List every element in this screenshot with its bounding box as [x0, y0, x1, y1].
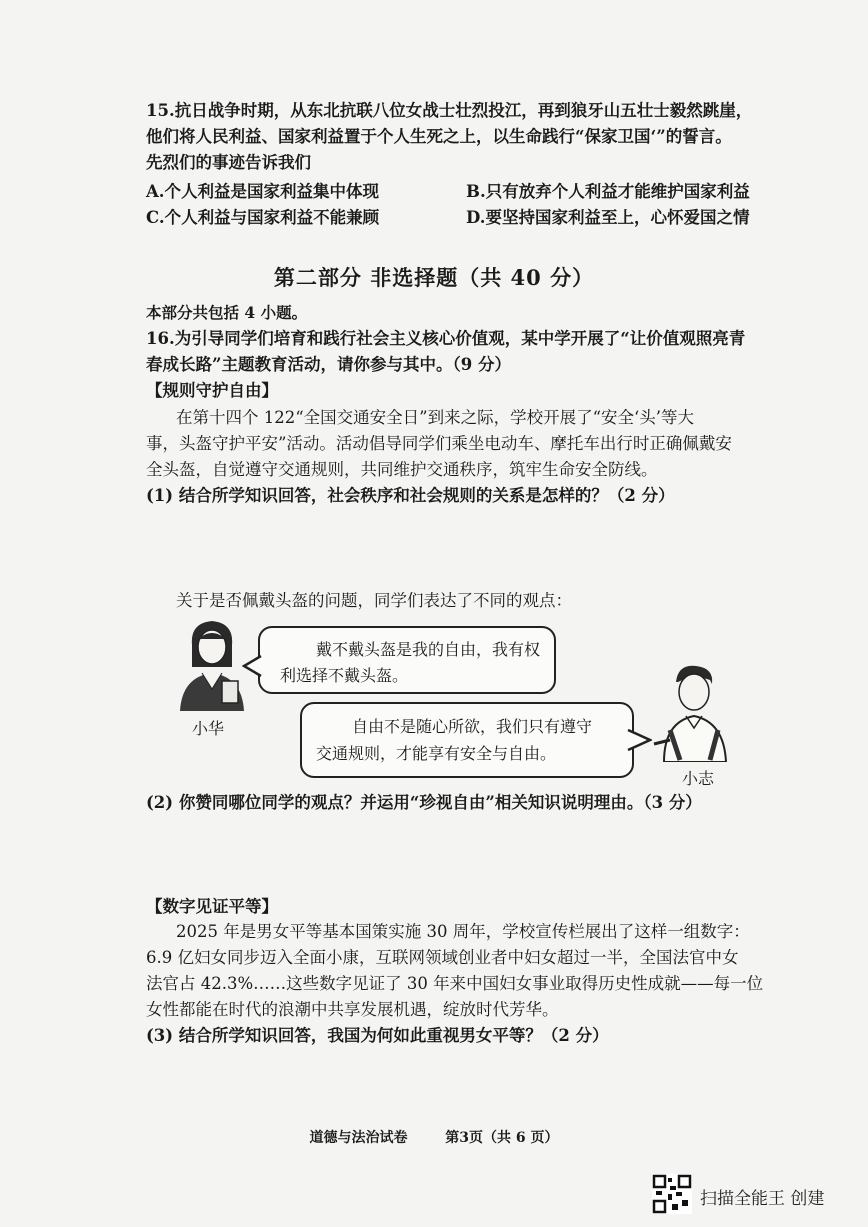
q15-option-c: C.个人利益与国家利益不能兼顾 [146, 208, 380, 227]
xiaozhi-bubble-tail [626, 728, 652, 752]
footer-page-number: 第3页（共 6 页） [445, 1130, 559, 1146]
q16-para2-line3: 法官占 42.3%……这些数字见证了 30 年来中国妇女事业取得历史性成就——每一位 [146, 974, 764, 993]
xiaohua-speech-line2: 利选择不戴头盔。 [280, 666, 409, 685]
q15-option-d: D.要坚持国家利益至上，心怀爱国之情 [466, 208, 750, 227]
xiaohua-name: 小华 [192, 719, 225, 738]
q15-line1: 15.抗日战争时期，从东北抗联八位女战士壮烈投江，再到狼牙山五壮士毅然跳崖， [146, 101, 753, 120]
xiaohua-illustration [172, 615, 252, 711]
q16-sub2: (2) 你赞同哪位同学的观点？并运用“珍视自由”相关知识说明理由。（3 分） [146, 793, 702, 812]
xiaozhi-illustration [650, 660, 736, 762]
q16-para1-line2: 事，头盔守护平安”活动。活动倡导同学们乘坐电动车、摩托车出行时正确佩戴安 [146, 434, 732, 453]
q16-para2-line2: 6.9 亿妇女同步迈入全面小康，互联网领域创业者中妇女超过一半，全国法官中女 [146, 948, 739, 967]
xiaozhi-speech-line1: 自由不是随心所欲，我们只有遵守 [352, 717, 593, 736]
xiaozhi-name: 小志 [682, 769, 715, 788]
scanner-watermark: 扫描全能王 创建 [700, 1189, 825, 1209]
qr-code-icon [652, 1174, 692, 1214]
q16-line2: 春成长路”主题教育活动，请你参与其中。（9 分） [146, 355, 511, 374]
dialogue-intro: 关于是否佩戴头盔的问题，同学们表达了不同的观点： [176, 591, 572, 610]
q15-option-a: A.个人利益是国家利益集中体现 [146, 182, 380, 201]
part2-title: 第二部分 非选择题（共 40 分） [273, 265, 595, 290]
q16-para1-line1: 在第十四个 122“全国交通安全日”到来之际，学校开展了“安全‘头’等大 [176, 408, 695, 427]
q16-section-equality: 【数字见证平等】 [146, 897, 278, 916]
q16-sub1: (1) 结合所学知识回答，社会秩序和社会规则的关系是怎样的？（2 分） [146, 486, 675, 505]
q16-line1: 16.为引导同学们培育和践行社会主义核心价值观，某中学开展了“让价值观照亮青 [146, 329, 746, 348]
xiaozhi-speech-line2: 交通规则，才能享有安全与自由。 [316, 744, 557, 763]
footer-subject: 道德与法治试卷 [309, 1130, 408, 1146]
q16-section-rules: 【规则守护自由】 [146, 381, 278, 400]
q15-line3: 先烈们的事迹告诉我们 [146, 153, 311, 172]
xiaohua-bubble-tail [242, 654, 262, 678]
q15-line2: 他们将人民利益、国家利益置于个人生死之上，以生命践行“保家卫国‘”的誓言。 [146, 127, 732, 146]
page-footer [0, 1127, 868, 1147]
q16-para2-line1: 2025 年是男女平等基本国策实施 30 周年，学校宣传栏展出了这样一组数字： [176, 922, 750, 941]
q16-sub3: (3) 结合所学知识回答，我国为何如此重视男女平等？（2 分） [146, 1026, 609, 1045]
q16-para2-line4: 女性都能在时代的浪潮中共享发展机遇，绽放时代芳华。 [146, 1000, 559, 1019]
q15-option-b: B.只有放弃个人利益才能维护国家利益 [466, 182, 750, 201]
xiaohua-speech-line1: 戴不戴头盔是我的自由，我有权 [316, 640, 541, 659]
q16-para1-line3: 全头盔，自觉遵守交通规则，共同维护交通秩序，筑牢生命安全防线。 [146, 460, 658, 479]
part2-intro: 本部分共包括 4 小题。 [146, 303, 308, 322]
